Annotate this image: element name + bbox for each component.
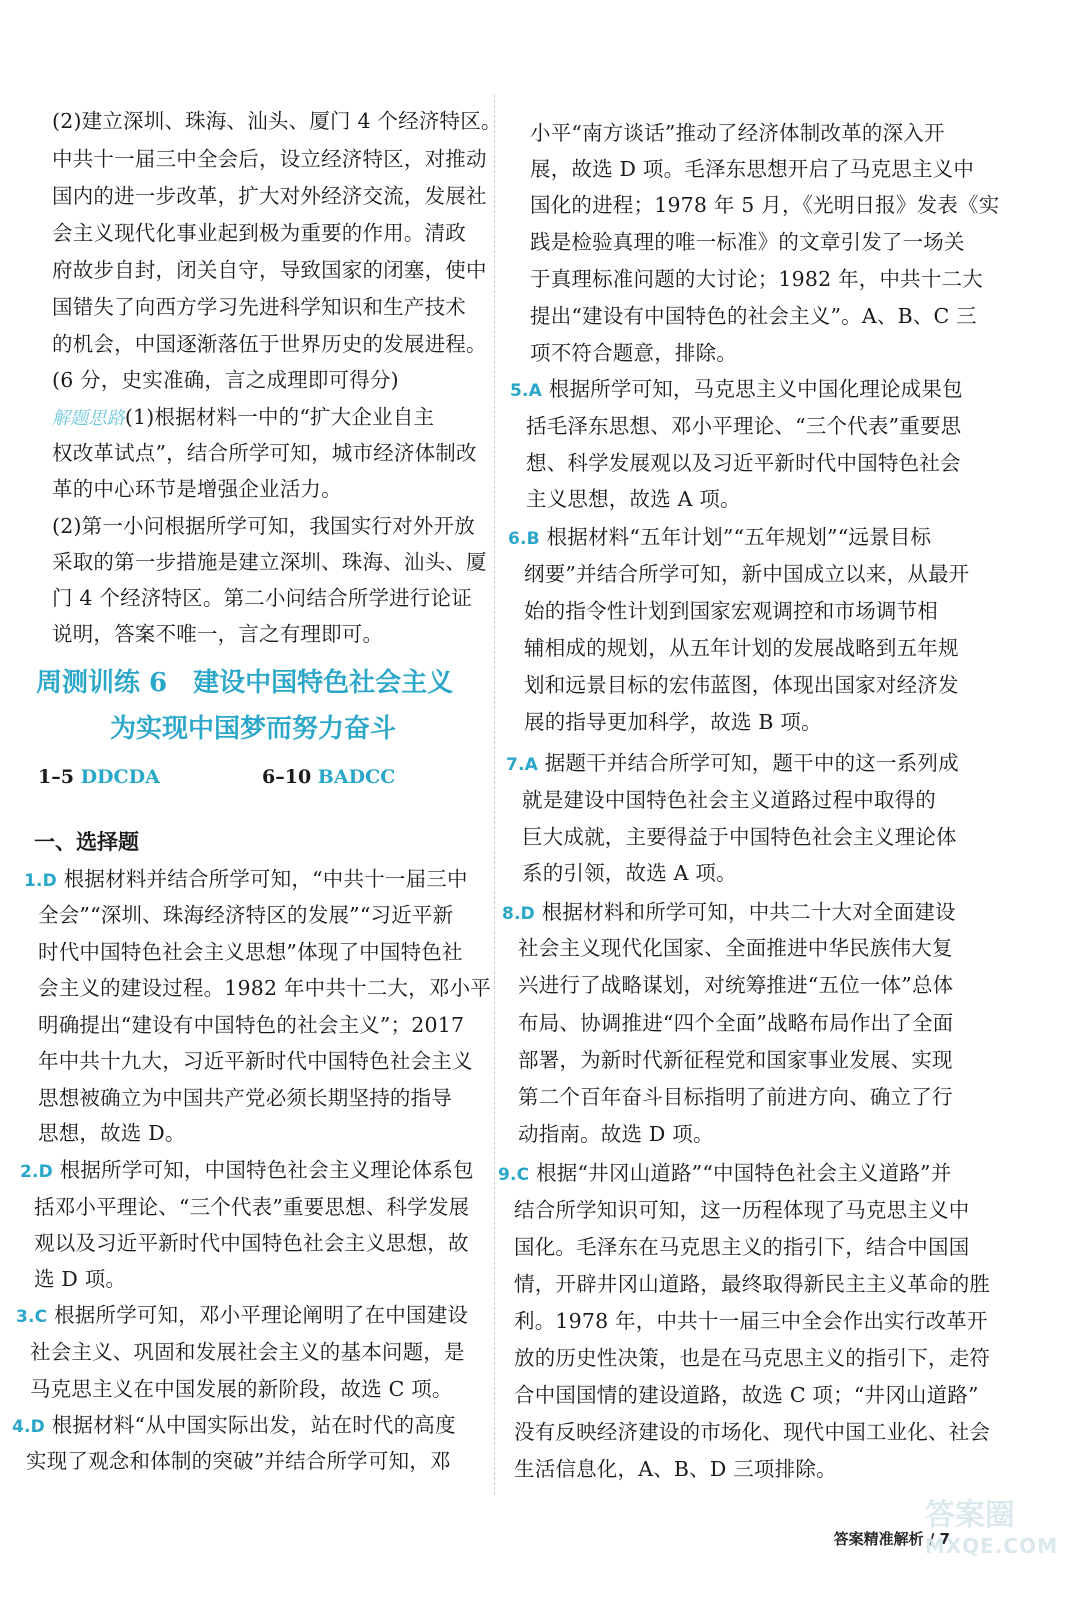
answer-item: 8.D 根据材料和所学可知，中共二十大对全面建设: [502, 900, 956, 924]
text-line: 提出“建设有中国特色的社会主义”。A、B、C 三: [530, 304, 977, 328]
answer-number: 4.D: [12, 1417, 45, 1437]
text-line: 思想，故选 D。: [38, 1121, 186, 1145]
text-line: 权改革试点”，结合所学可知，城市经济体制改: [52, 441, 477, 465]
text-line: 利。1978 年，中共十一届三中全会作出实行改革开: [514, 1309, 988, 1333]
answer-key-1: 1–5 DDCDA: [38, 766, 160, 788]
text-line: 兴进行了战略谋划，对统筹推进“五位一体”总体: [518, 973, 954, 997]
answer-number: 7.A: [506, 755, 539, 775]
text-line: 括邓小平理论、“三个代表”重要思想、科学发展: [34, 1195, 470, 1219]
text-line: 小平“南方谈话”推动了经济体制改革的深入开: [530, 121, 945, 145]
answer-item: 9.C 根据“井冈山道路”“中国特色社会主义道路”并: [498, 1161, 952, 1185]
answer-item: 1.D 根据材料并结合所学可知，“中共十一届三中: [24, 867, 468, 891]
text-line: 年中共十九大，习近平新时代中国特色社会主义: [38, 1049, 473, 1073]
text-line: 系的引领，故选 A 项。: [522, 861, 737, 885]
text-line: (2)建立深圳、珠海、汕头、厦门 4 个经济特区。: [52, 109, 502, 133]
answer-number: 8.D: [502, 904, 535, 924]
text-line: 巨大成就，主要得益于中国特色社会主义理论体: [522, 825, 957, 849]
text-line: 括毛泽东思想、邓小平理论、“三个代表”重要思: [526, 414, 962, 438]
text-line: 就是建设中国特色社会主义道路过程中取得的: [522, 788, 936, 812]
text-line: 展，故选 D 项。毛泽东思想开启了马克思主义中: [530, 157, 975, 181]
answer-item: 5.A 根据所学可知，马克思主义中国化理论成果包: [510, 377, 963, 401]
text-line: 展的指导更加科学，故选 B 项。: [524, 710, 822, 734]
answer-number: 6.B: [508, 529, 540, 549]
text-line: 社会主义、巩固和发展社会主义的基本问题，是: [30, 1340, 465, 1364]
text-line: 划和远景目标的宏伟蓝图，体现出国家对经济发: [524, 673, 959, 697]
watermark-logo: 答案圈 MXQE.COM: [924, 1498, 1058, 1558]
text-line: 时代中国特色社会主义思想”体现了中国特色社: [38, 940, 463, 964]
text-line: 主义思想，故选 A 项。: [526, 487, 741, 511]
text-line: 国化。毛泽东在马克思主义的指引下，结合中国国: [514, 1235, 970, 1259]
text-line: 明确提出“建设有中国特色的社会主义”；2017: [38, 1013, 465, 1037]
answer-item: 6.B 根据材料“五年计划”“五年规划”“远景目标: [508, 525, 932, 549]
text-line: 思想被确立为中国共产党必须长期坚持的指导: [38, 1086, 452, 1110]
text-line: 会主义现代化事业起到极为重要的作用。清政: [52, 221, 466, 245]
answer-item: 2.D 根据所学可知，中国特色社会主义理论体系包: [20, 1158, 474, 1182]
answer-item: 7.A 据题干并结合所学可知，题干中的这一系列成: [506, 751, 959, 775]
section-title: 周测训练 6 建设中国特色社会主义: [36, 668, 454, 698]
text-line: 于真理标准问题的大讨论；1982 年，中共十二大: [530, 267, 983, 291]
text-line: 会主义的建设过程。1982 年中共十二大，邓小平: [38, 976, 491, 1000]
solution-line: 解题思路(1)根据材料一中的“扩大企业自主: [52, 405, 435, 429]
text-line: 说明，答案不唯一，言之有理即可。: [52, 622, 384, 646]
text-line: 革的中心环节是增强企业活力。: [52, 477, 342, 501]
text-line: 选 D 项。: [34, 1267, 127, 1291]
text-line: 第二个百年奋斗目标指明了前进方向、确立了行: [518, 1085, 953, 1109]
text-line: 辅相成的规划，从五年计划的发展战略到五年规: [524, 636, 959, 660]
answer-number: 1.D: [24, 871, 57, 891]
text-line: 动指南。故选 D 项。: [518, 1122, 714, 1146]
text-line: 合中国国情的建设道路，故选 C 项；“井冈山道路”: [514, 1383, 979, 1407]
text-line: 结合所学知识可知，这一历程体现了马克思主义中: [514, 1198, 970, 1222]
text-line: 府故步自封，闭关自守，导致国家的闭塞，使中: [52, 258, 487, 282]
section-subtitle: 为实现中国梦而努力奋斗: [110, 714, 397, 744]
text-line: 国化的进程；1978 年 5 月，《光明日报》发表《实: [530, 193, 1000, 217]
text-line: 布局、协调推进“四个全面”战略布局作出了全面: [518, 1011, 954, 1035]
text-line: 始的指令性计划到国家宏观调控和市场调节相: [524, 599, 938, 623]
text-line: 想、科学发展观以及习近平新时代中国特色社会: [526, 451, 961, 475]
text-line: 项不符合题意，排除。: [530, 341, 737, 365]
answer-number: 5.A: [510, 381, 543, 401]
answer-key-2: 6–10 BADCC: [262, 766, 396, 788]
page-footer: 答案精准解析 / 7: [833, 1530, 950, 1548]
text-line: 门 4 个经济特区。第二小问结合所学进行论证: [52, 586, 472, 610]
text-line: 放的历史性决策，也是在马克思主义的指引下，走符: [514, 1346, 991, 1370]
solution-tag: 解题思路: [52, 408, 125, 429]
text-line: 纲要”并结合所学可知，新中国成立以来，从最开: [524, 562, 970, 586]
text-line: 国错失了向西方学习先进科学知识和生产技术: [52, 295, 466, 319]
text-line: 社会主义现代化国家、全面推进中华民族伟大复: [518, 936, 953, 960]
text-line: 生活信息化，A、B、D 三项排除。: [514, 1457, 837, 1481]
text-line: 的机会，中国逐渐落伍于世界历史的发展进程。: [52, 332, 487, 356]
text-line: 全会”“深圳、珠海经济特区的发展”“习近平新: [38, 903, 454, 927]
text-line: 中共十一届三中全会后，设立经济特区，对推动: [52, 147, 487, 171]
text-line: (2)第一小问根据所学可知，我国实行对外开放: [52, 514, 475, 538]
answer-number: 3.C: [16, 1307, 48, 1327]
text-line: 没有反映经济建设的市场化、现代中国工业化、社会: [514, 1420, 991, 1444]
answer-number: 9.C: [498, 1165, 530, 1185]
text-line: 实现了观念和体制的突破”并结合所学可知，邓: [26, 1449, 451, 1473]
section-heading: 一、选择题: [34, 829, 139, 854]
text-line: 采取的第一步措施是建立深圳、珠海、汕头、厦: [52, 550, 487, 574]
column-divider: [494, 95, 495, 1495]
text-line: 部署，为新时代新征程党和国家事业发展、实现: [518, 1048, 953, 1072]
text-line: 践是检验真理的唯一标准》的文章引发了一场关: [530, 230, 965, 254]
text-line: 马克思主义在中国发展的新阶段，故选 C 项。: [30, 1377, 453, 1401]
text-line: 情，开辟井冈山道路，最终取得新民主主义革命的胜: [514, 1272, 991, 1296]
answer-item: 3.C 根据所学可知，邓小平理论阐明了在中国建设: [16, 1303, 469, 1327]
text-line: 观以及习近平新时代中国特色社会主义思想，故: [34, 1231, 469, 1255]
text-line: 国内的进一步改革，扩大对外经济交流，发展社: [52, 184, 487, 208]
answer-item: 4.D 根据材料“从中国实际出发，站在时代的高度: [12, 1413, 456, 1437]
answer-number: 2.D: [20, 1162, 53, 1182]
text-line: (6 分，史实准确，言之成理即可得分): [52, 368, 399, 392]
